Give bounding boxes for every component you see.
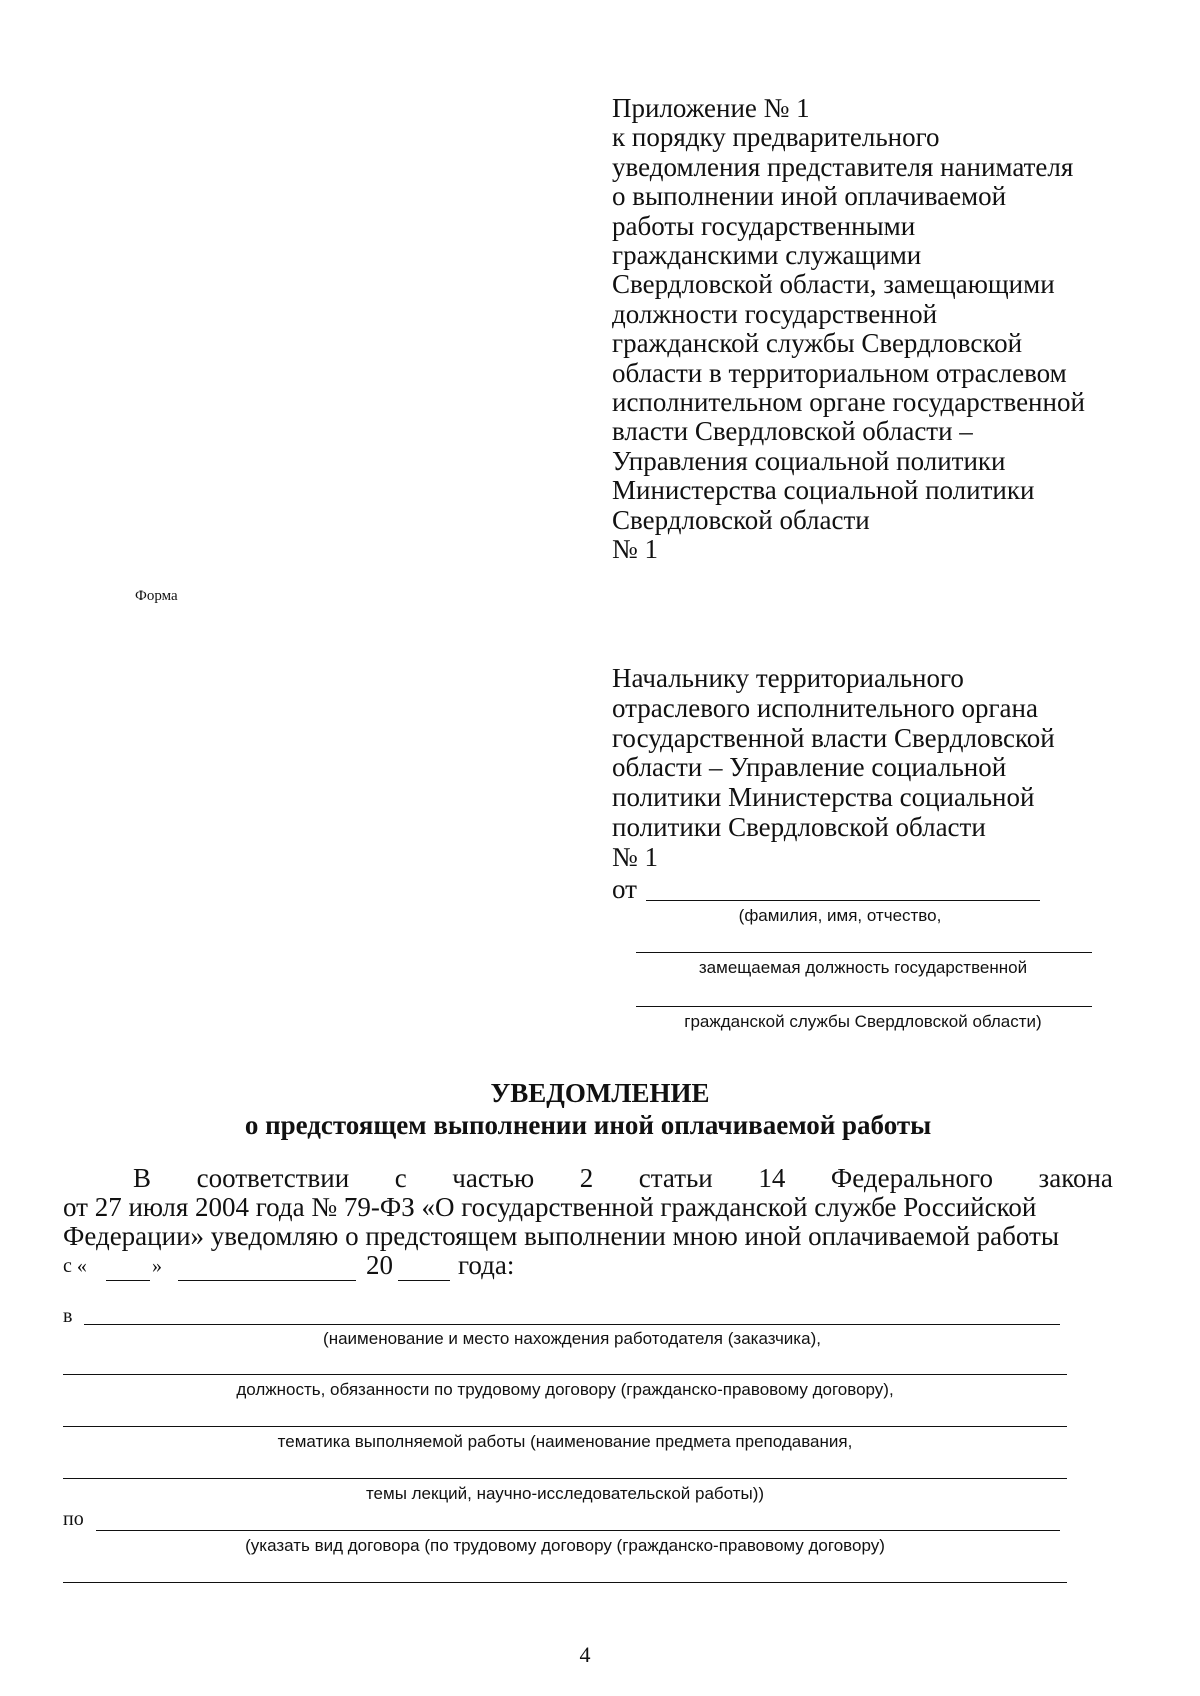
- notice-paragraph-first-line: [63, 1163, 1113, 1193]
- sender-name-field[interactable]: [646, 900, 1040, 901]
- word: частью: [452, 1163, 535, 1193]
- sender-position-caption: замещаемая должность государственной: [698, 958, 1028, 977]
- appendix-line: Приложение № 1: [612, 93, 810, 123]
- contract-prefix: по: [63, 1508, 84, 1530]
- addressee-line: № 1: [612, 841, 659, 872]
- word: 14: [758, 1163, 786, 1193]
- notice-subtitle: о предстоящем выполнении иной оплачиваемой работы: [244, 1110, 932, 1140]
- word: Федерального: [830, 1163, 993, 1193]
- addressee-line: государственной власти Свердловской: [612, 722, 1055, 753]
- notice-paragraph-line: Федерации» уведомляю о предстоящем выполнении мною иной оплачиваемой работы: [63, 1221, 1059, 1251]
- addressee-line: отраслевого исполнительного органа: [612, 692, 1038, 723]
- appendix-line: Министерства социальной политики: [612, 475, 1035, 506]
- appendix-line: должности государственной: [612, 298, 938, 329]
- topic-details-field[interactable]: [63, 1478, 1067, 1479]
- date-year-prefix: 20: [366, 1250, 393, 1280]
- topic-details-caption: темы лекций, научно-исследовательской работы)): [365, 1484, 765, 1503]
- addressee-line: Начальнику территориального: [612, 663, 964, 693]
- appendix-line: Управления социальной политики: [612, 445, 1006, 476]
- sender-service-caption: гражданской службы Свердловской области): [684, 1012, 1042, 1031]
- appendix-line: власти Свердловской области –: [612, 416, 973, 447]
- topic-field[interactable]: [63, 1426, 1067, 1427]
- word: В: [133, 1163, 152, 1193]
- page-number: 4: [579, 1642, 591, 1667]
- topic-caption: тематика выполняемой работы (наименование предмета преподавания,: [277, 1432, 853, 1451]
- notice-title: УВЕДОМЛЕНИЕ: [490, 1078, 710, 1108]
- date-suffix: года:: [458, 1250, 515, 1280]
- notice-paragraph-line: от 27 июля 2004 года № 79-ФЗ «О государственной гражданской службе Российской: [63, 1192, 1037, 1222]
- employer-caption: (наименование и место нахождения работодателя (заказчика),: [323, 1329, 821, 1348]
- addressee-block: [612, 664, 1132, 873]
- employer-prefix: в: [63, 1305, 73, 1327]
- sender-position-field[interactable]: [636, 952, 1092, 953]
- appendix-line: Свердловской области, замещающими: [612, 269, 1055, 300]
- appendix-line: о выполнении иной оплачиваемой: [612, 181, 1007, 212]
- word: статьи: [638, 1163, 713, 1193]
- word: соответствии: [196, 1163, 350, 1193]
- sender-service-field[interactable]: [636, 1006, 1092, 1007]
- addressee-line: политики Министерства социальной: [612, 782, 1035, 813]
- word: закона: [1038, 1163, 1113, 1193]
- sender-name-caption: (фамилия, имя, отчество,: [738, 906, 942, 925]
- appendix-line: гражданской службы Свердловской: [612, 328, 1023, 359]
- position-caption: должность, обязанности по трудовому договору (гражданско-правовому договору),: [236, 1380, 894, 1399]
- date-month-field[interactable]: [178, 1280, 356, 1281]
- appendix-line: уведомления представителя нанимателя: [612, 151, 1074, 182]
- date-year-field[interactable]: [398, 1280, 450, 1281]
- position-field[interactable]: [63, 1374, 1067, 1375]
- contract-caption: (указать вид договора (по трудовому договору (гражданско-правовому договору): [245, 1536, 885, 1555]
- appendix-line: работы государственными: [612, 210, 916, 241]
- addressee-line: области – Управление социальной: [612, 752, 1007, 783]
- date-quote-close: »: [152, 1255, 162, 1277]
- from-label: от: [612, 874, 637, 904]
- employer-field[interactable]: [84, 1324, 1060, 1325]
- appendix-line: Свердловской области: [612, 504, 870, 535]
- date-prefix: с «: [63, 1255, 87, 1277]
- appendix-line: к порядку предварительного: [612, 122, 940, 153]
- appendix-line: исполнительном органе государственной: [612, 387, 1085, 418]
- addressee-line: политики Свердловской области: [612, 811, 986, 842]
- word: 2: [579, 1163, 594, 1193]
- appendix-line: гражданскими служащими: [612, 240, 922, 271]
- appendix-line: области в территориальном отраслевом: [612, 357, 1067, 388]
- contract-extra-field[interactable]: [63, 1582, 1067, 1583]
- appendix-line: № 1: [612, 534, 659, 565]
- word: с: [394, 1163, 407, 1193]
- form-label: Форма: [135, 588, 178, 604]
- contract-type-field[interactable]: [96, 1530, 1060, 1531]
- date-day-field[interactable]: [106, 1280, 150, 1281]
- appendix-header: [612, 94, 1132, 565]
